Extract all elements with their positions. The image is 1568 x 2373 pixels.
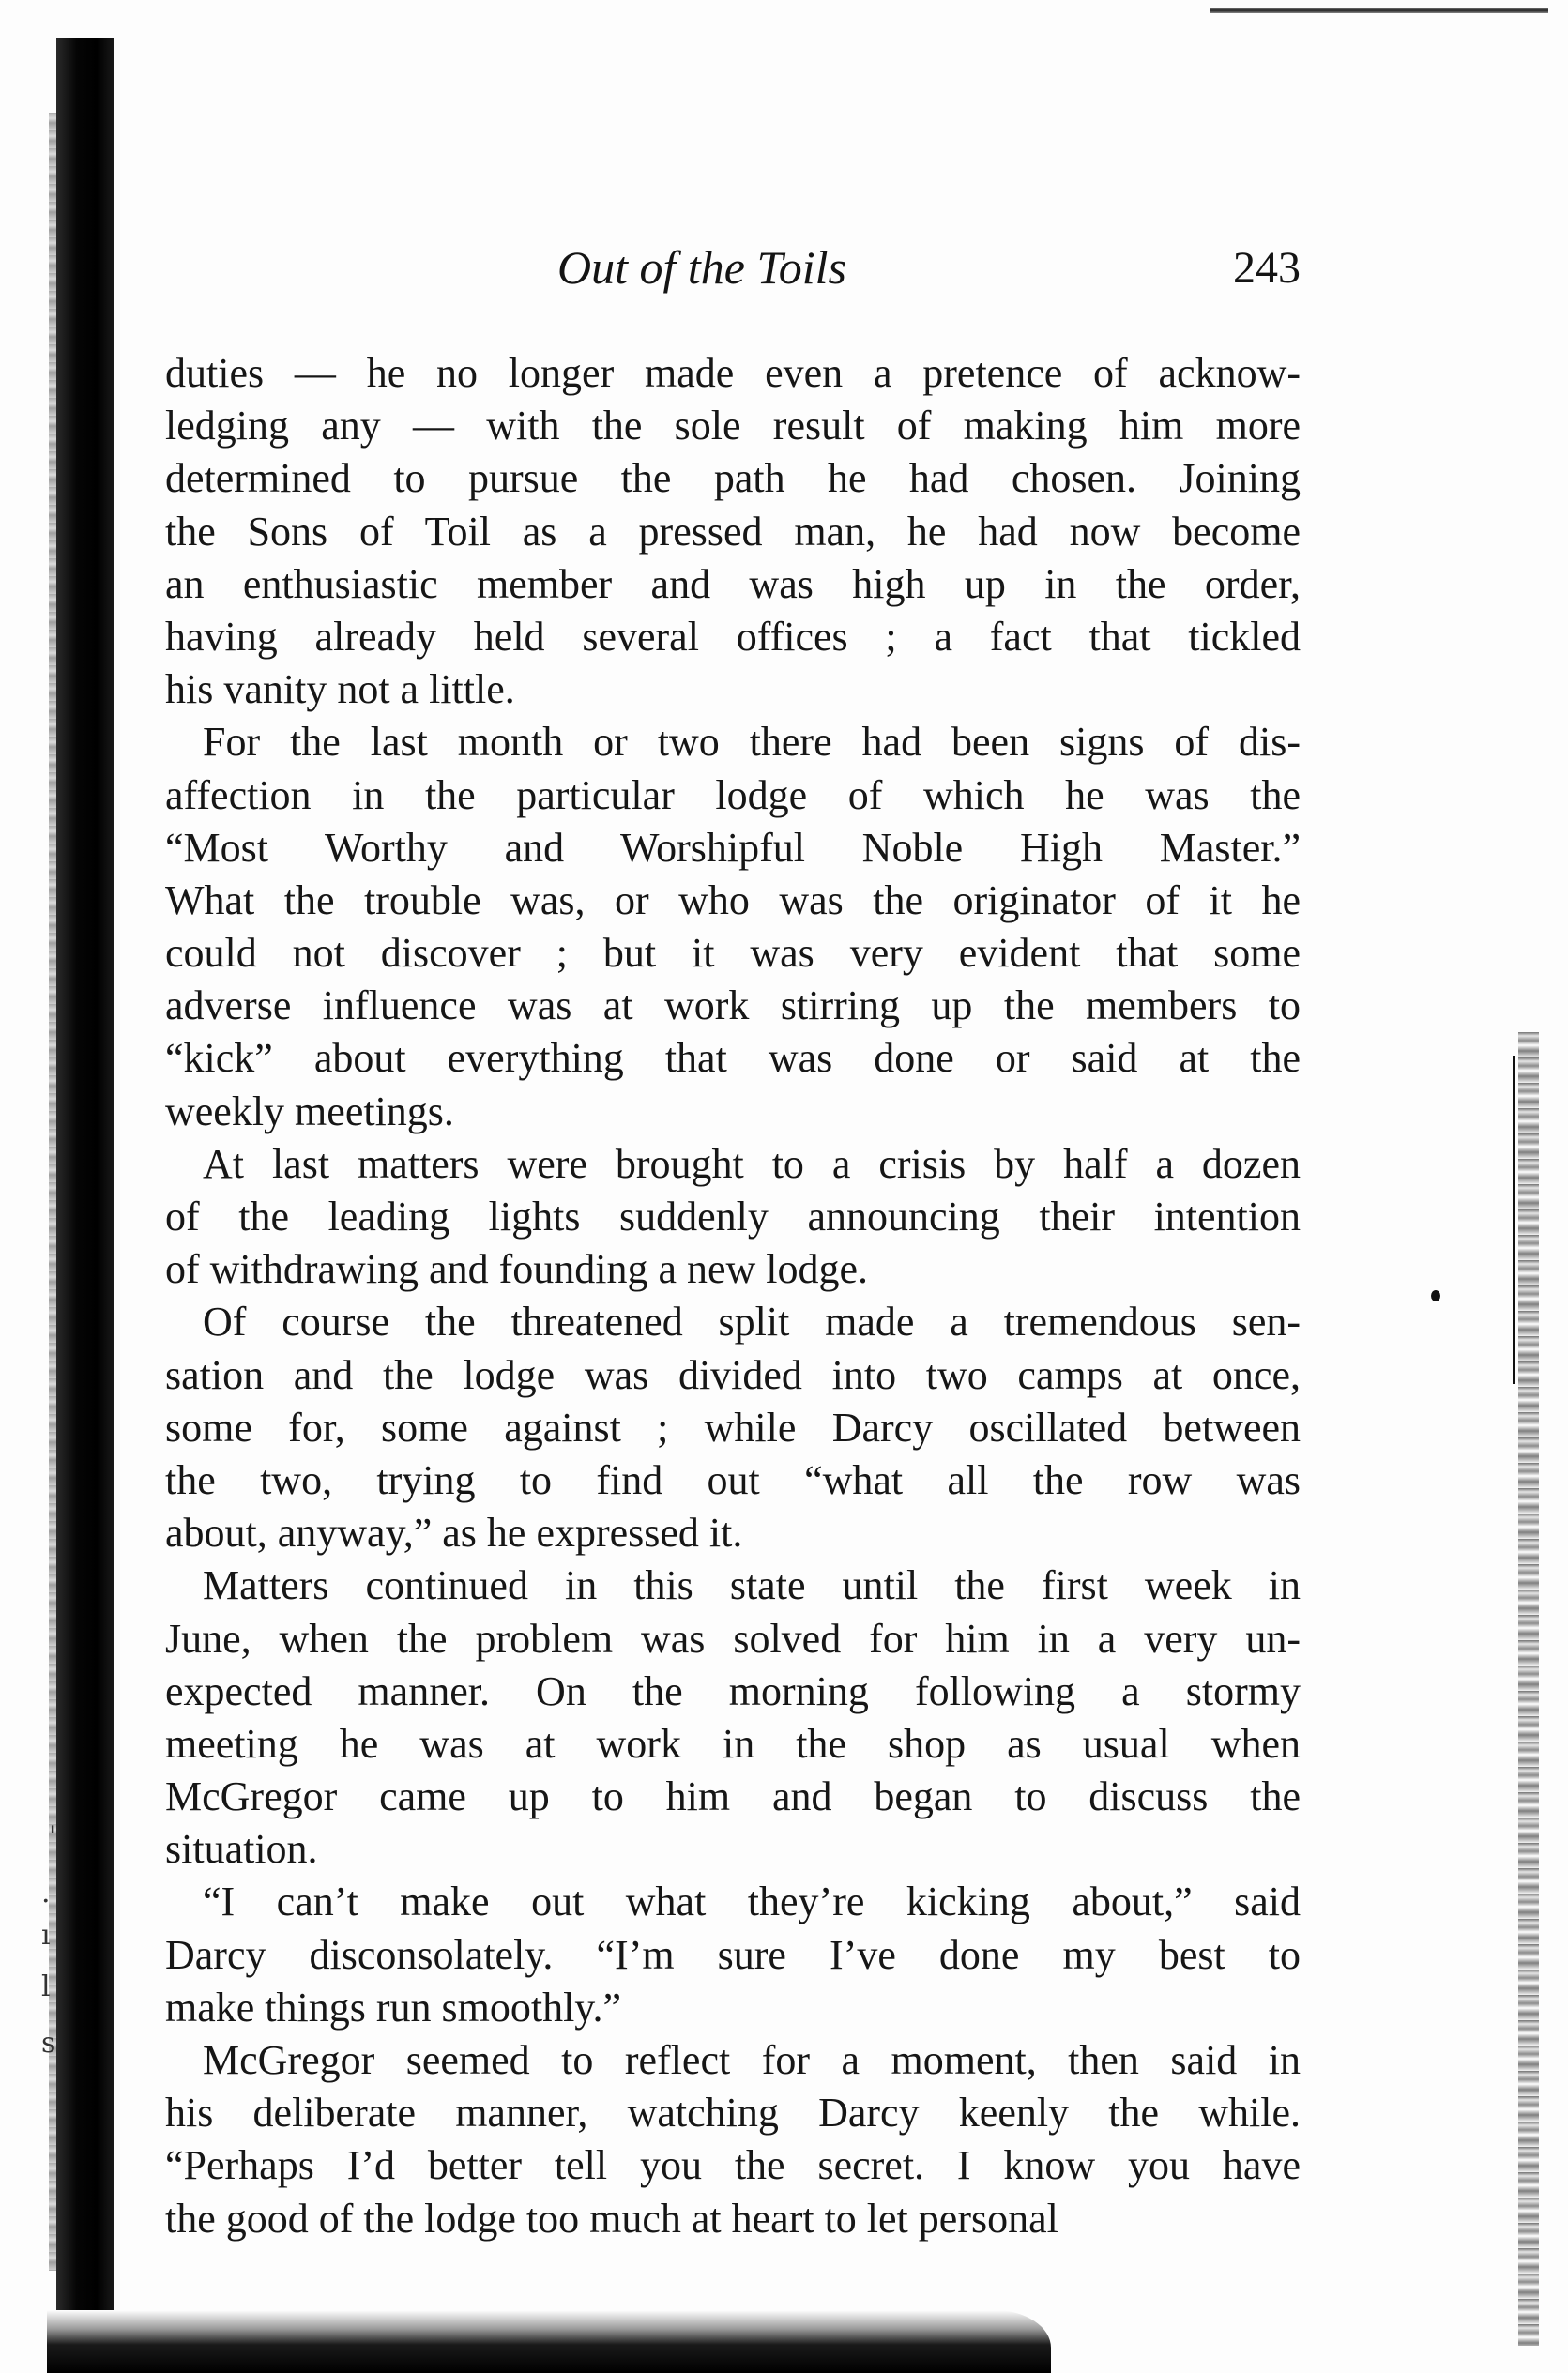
right-edge-line	[1513, 1056, 1515, 1384]
text-line: ledging any — with the sole result of making him more	[165, 403, 1301, 449]
text-line: make things run smoothly.”	[165, 1984, 621, 2031]
text-line: determined to pursue the path he had chosen. Joining	[165, 455, 1301, 502]
text-line: could not discover ; but it was very evident that some	[165, 930, 1301, 977]
paragraph	[165, 2034, 1301, 2245]
text-line: “kick” about everything that was done or said at the	[165, 1035, 1301, 1082]
text-line: weekly meetings.	[165, 1088, 454, 1134]
text-line: an enthusiastic member and was high up in the order,	[165, 560, 1301, 607]
paragraph	[165, 1876, 1301, 2034]
text-line: McGregor came up to him and began to discuss the	[165, 1773, 1301, 1820]
text-line: some for, some against ; while Darcy oscillated between	[165, 1404, 1301, 1451]
text-line: situation.	[165, 1826, 318, 1873]
page-number: 243	[1233, 243, 1301, 293]
paragraph	[165, 347, 1301, 716]
text-line: of withdrawing and founding a new lodge.	[165, 1246, 869, 1293]
paragraph	[165, 1138, 1301, 1297]
text-line: “Most Worthy and Worshipful Noble High Master.”	[165, 824, 1301, 871]
text-line: meeting he was at work in the shop as usual when	[165, 1720, 1301, 1767]
running-title: Out of the Toils	[557, 241, 846, 294]
binding-edge-shadow	[56, 38, 114, 2373]
bottom-edge-shadow	[47, 2310, 1051, 2373]
margin-mark: l	[41, 1970, 51, 2003]
text-line: duties — he no longer made even a pretence of acknow-	[165, 350, 1301, 396]
text-line: his vanity not a little.	[165, 666, 515, 713]
text-line: of the leading lights suddenly announcing their intention	[165, 1194, 1301, 1240]
scan-top-rule	[1210, 8, 1548, 13]
margin-mark: '	[49, 1820, 57, 1853]
text-line: At last matters were brought to a crisis by half a dozen	[203, 1140, 1301, 1187]
text-line: “I can’t make out what they’re kicking about,” said	[203, 1879, 1301, 1925]
text-line: affection in the particular lodge of which he was the	[165, 771, 1301, 818]
text-line: having already held several offices ; a fact that tickled	[165, 613, 1301, 660]
text-line: Darcy disconsolately. “I’m sure I’ve done my best to	[165, 1931, 1301, 1978]
ink-dot	[1431, 1290, 1440, 1301]
body-text	[165, 347, 1301, 2245]
text-line: the two, trying to find out “what all the row was	[165, 1456, 1301, 1503]
text-line: expected manner. On the morning following a stormy	[165, 1667, 1301, 1714]
text-line: about, anyway,” as he expressed it.	[165, 1510, 743, 1557]
margin-mark: .	[41, 1877, 51, 1909]
text-line: Matters continued in this state until the first week in	[203, 1562, 1301, 1609]
text-line: June, when the problem was solved for him in a very un-	[165, 1615, 1301, 1662]
right-edge-texture	[1518, 1032, 1539, 2346]
text-line: his deliberate manner, watching Darcy keenly the while.	[165, 2090, 1301, 2137]
paragraph	[165, 1559, 1301, 1876]
running-head	[165, 233, 1301, 298]
paragraph	[165, 716, 1301, 1138]
text-line: McGregor seemed to reflect for a moment, then said in	[203, 2037, 1301, 2083]
text-line: sation and the lodge was divided into two camps at once,	[165, 1351, 1301, 1398]
margin-mark: ı	[41, 1919, 51, 1952]
paragraph	[165, 1296, 1301, 1559]
text-line: For the last month or two there had been signs of dis-	[203, 719, 1301, 766]
text-line: “Perhaps I’d better tell you the secret. I know you have	[165, 2142, 1301, 2189]
text-line: adverse influence was at work stirring up the members to	[165, 982, 1301, 1029]
margin-mark: s	[41, 2027, 56, 2060]
text-line: What the trouble was, or who was the originator of it he	[165, 876, 1301, 923]
text-line: the Sons of Toil as a pressed man, he had now become	[165, 508, 1301, 555]
text-line: Of course the threatened split made a tremendous sen-	[203, 1299, 1301, 1346]
text-line: the good of the lodge too much at heart to let personal	[165, 2195, 1058, 2242]
